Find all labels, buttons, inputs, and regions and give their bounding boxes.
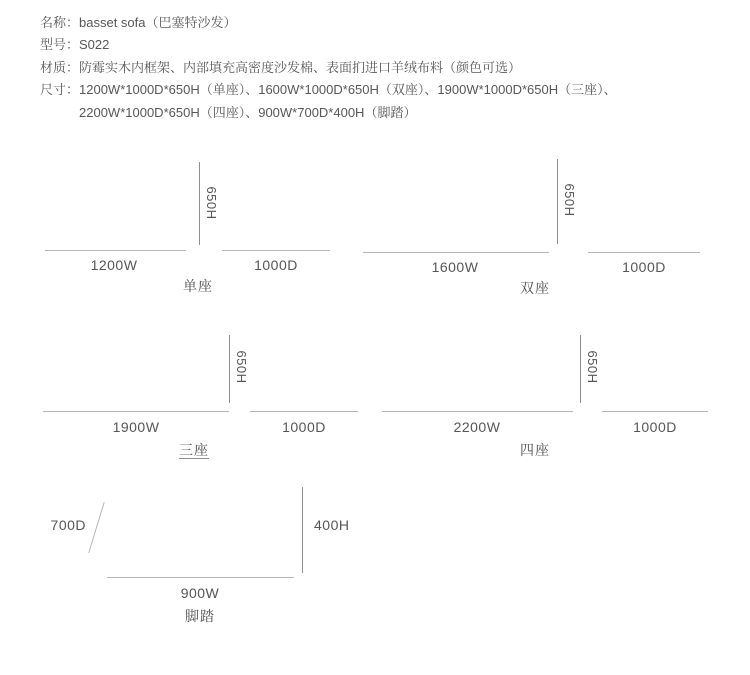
height-dimension-line <box>557 159 558 244</box>
figure-name-ottoman: 脚踏 <box>185 608 215 624</box>
material-value: 防霉实木内框架、内部填充高密度沙发棉、表面扪进口羊绒布料（颜色可选） <box>79 59 522 75</box>
ottoman-width-dimension-line <box>107 577 294 578</box>
figure-name-double: 双座 <box>520 280 550 296</box>
height-dimension-label: 650H <box>204 186 219 220</box>
depth-dimension-label: 1000D <box>282 419 326 435</box>
depth-dimension-label: 1000D <box>633 419 677 435</box>
size-line-1: 1200W*1000D*650H（单座）、1600W*1000D*650H（双座）、1900W*1000D*650H（三座）、 <box>79 82 617 98</box>
figure-name-single: 单座 <box>183 278 213 294</box>
height-dimension-line <box>199 162 200 245</box>
size-row <box>40 79 617 124</box>
ottoman-drawing <box>106 490 294 572</box>
height-dimension-line <box>229 335 230 403</box>
material-row <box>40 57 617 79</box>
width-dimension-line <box>382 411 573 412</box>
size-label: 尺寸： <box>40 82 80 98</box>
model-label: 型号： <box>40 37 80 53</box>
material-label: 材质： <box>40 59 80 75</box>
four-seat-sofa-front-drawing <box>384 333 571 403</box>
width-dimension-line <box>45 250 186 251</box>
height-dimension-label: 650H <box>585 350 600 384</box>
figure-name-triple: 三座 <box>179 442 209 458</box>
three-seat-sofa-side-drawing <box>255 335 357 405</box>
ottoman-depth-label: 700D <box>50 517 86 533</box>
single-sofa-front-drawing <box>47 161 184 245</box>
width-dimension-label: 1900W <box>112 419 160 435</box>
depth-dimension-line <box>602 411 708 412</box>
width-dimension-line <box>43 411 229 412</box>
width-dimension-label: 1200W <box>90 257 138 273</box>
width-dimension-label: 2200W <box>453 419 501 435</box>
ottoman-height-dimension-line <box>302 487 303 573</box>
height-dimension-line <box>580 335 581 403</box>
product-info <box>40 12 617 124</box>
size-value <box>79 79 617 124</box>
three-seat-sofa-front-drawing <box>45 333 227 403</box>
ottoman-height-label: 400H <box>314 517 350 533</box>
depth-dimension-line <box>588 252 700 253</box>
name-value: basset sofa（巴塞特沙发） <box>79 15 237 30</box>
height-dimension-label: 650H <box>562 183 577 217</box>
figure-name-quad: 四座 <box>520 442 550 458</box>
depth-dimension-line <box>250 411 358 412</box>
four-seat-sofa-side-drawing <box>607 335 705 405</box>
product-name-row <box>40 12 617 34</box>
depth-dimension-line <box>222 250 330 251</box>
width-dimension-line <box>363 252 549 253</box>
model-value: S022 <box>79 37 110 53</box>
two-seat-sofa-side-drawing <box>591 162 698 243</box>
width-dimension-label: 1600W <box>431 259 479 275</box>
ottoman-width-label: 900W <box>180 585 220 601</box>
ottoman-depth-dimension-line <box>88 502 104 553</box>
name-label: 名称： <box>40 15 80 30</box>
model-row <box>40 34 617 56</box>
size-line-2: 2200W*1000D*650H（四座）、900W*700D*400H（脚踏） <box>79 104 417 120</box>
depth-dimension-label: 1000D <box>254 257 298 273</box>
single-sofa-side-drawing <box>226 163 328 243</box>
height-dimension-label: 650H <box>234 350 249 384</box>
two-seat-sofa-front-drawing <box>365 158 548 245</box>
depth-dimension-label: 1000D <box>622 259 666 275</box>
